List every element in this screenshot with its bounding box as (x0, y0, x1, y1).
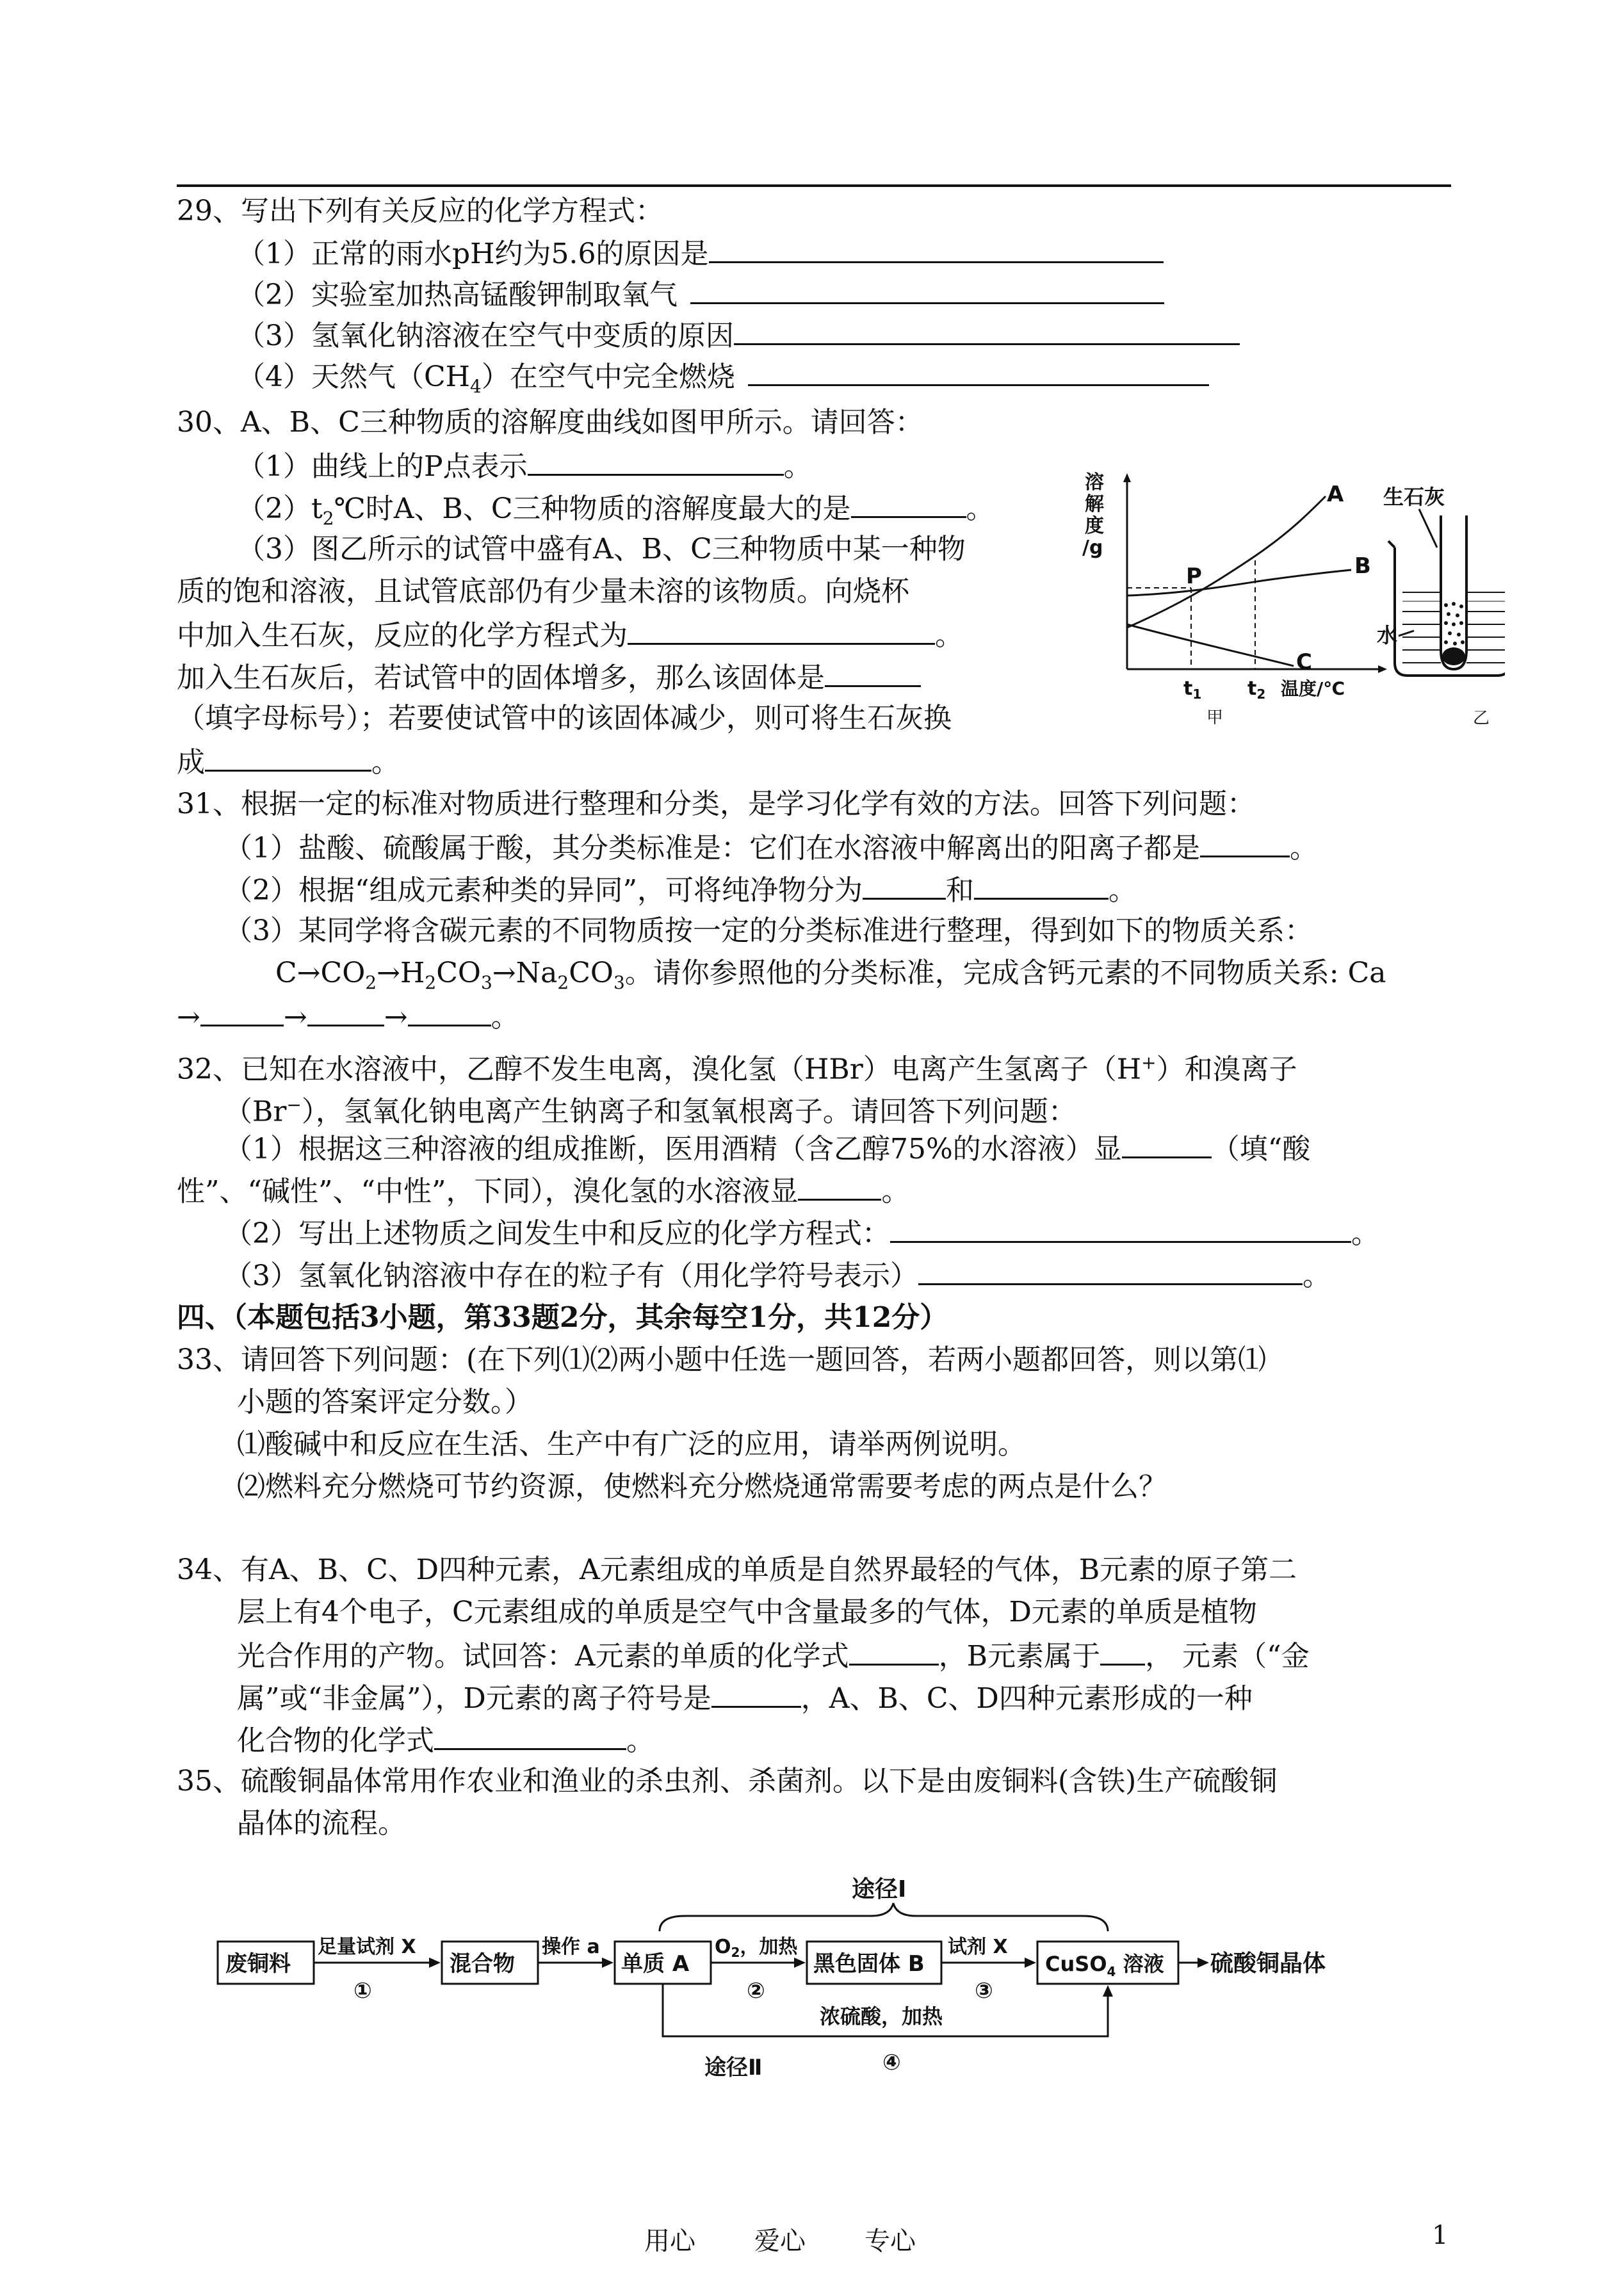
curve-label-c: C (1296, 649, 1312, 675)
q34-line-2: 层上有4个电子，C元素组成的单质是空气中含量最多的气体，D元素的单质是植物 (237, 1596, 1257, 1628)
curve-c (1127, 624, 1294, 666)
ylabel-char: 度 (1085, 515, 1104, 537)
answer-blank[interactable] (798, 1171, 881, 1201)
q33-line-1: 33、请回答下列问题：(在下列⑴⑵两小题中任选一题回答，若两小题都回答，则以第⑴ (177, 1343, 1267, 1376)
route-1-label: 途径Ⅰ (852, 1876, 907, 1902)
arrow-1-label: 足量试剂 X (318, 1936, 416, 1958)
q31-line-2: （2）根据“组成元素种类的异同”，可将纯净物分为 和 。 (224, 870, 1137, 910)
answer-blank[interactable] (434, 1720, 626, 1750)
tick-t1: $t_1$ (1183, 677, 1202, 702)
answer-blank[interactable] (709, 233, 1164, 263)
arrow-head (429, 1958, 441, 1968)
q31-line-3: （3）某同学将含碳元素的不同物质按一定的分类标准进行整理，得到如下的物质关系： (224, 914, 1313, 947)
q32-line-2: （Br−），氢氧化钠电离产生钠离子和氢氧根离子。请回答下列问题： (224, 1094, 1076, 1128)
q33-option-2: ⑵燃料充分燃烧可节约资源，使燃料充分燃烧通常需要考虑的两点是什么？ (237, 1470, 1167, 1503)
q35-line-2: 晶体的流程。 (237, 1807, 406, 1840)
beaker-figure (1377, 477, 1505, 727)
arrow-4-label: 试剂 X (948, 1936, 1008, 1958)
answer-blank[interactable] (849, 1635, 939, 1666)
route-1-brace (660, 1903, 1108, 1931)
process-flow-diagram (211, 1870, 1428, 2100)
beaker-lip (1388, 541, 1395, 547)
q30-line-8: 成 。 (177, 742, 400, 782)
tick-t2: $t_2$ (1247, 677, 1266, 702)
answer-blank[interactable] (200, 996, 284, 1026)
answer-blank[interactable] (307, 996, 384, 1026)
answer-blank[interactable] (408, 996, 491, 1026)
q30-line-5: 中加入生石灰，反应的化学方程式为 。 (177, 615, 963, 655)
q32-line-1: 32、已知在水溶液中，乙醇不发生电离，溴化氢（HBr）电离产生氢离子（H+）和溴离子 (177, 1052, 1297, 1086)
q29-item-4: （4）天然气$(CH_4)$在空气中完全燃烧 (237, 356, 1209, 406)
arrow-head (1025, 1958, 1036, 1968)
x-axis-label: 温度/℃ (1281, 678, 1345, 699)
solubility-curve-figure (1082, 471, 1390, 727)
q35-line-1: 35、硫酸铜晶体常用作农业和渔业的杀虫剂、杀菌剂。以下是由废铜料(含铁)生产硫酸铜 (177, 1765, 1278, 1797)
label-pointer (1399, 631, 1414, 636)
point-label-p: P (1186, 564, 1202, 589)
q30-title: 30、A、B、C三种物质的溶解度曲线如图甲所示。请回答： (177, 406, 923, 439)
box-waste-copper-label: 废铜料 (225, 1951, 291, 1977)
step-3-number: ③ (975, 1978, 993, 2004)
q29-item-3: （3）氢氧化钠溶液在空气中变质的原因 (237, 315, 1240, 355)
q34-line-1: 34、有A、B、C、D四种元素，A元素组成的单质是自然界最轻的气体，B元素的原子第二 (177, 1553, 1297, 1586)
answer-blank[interactable] (1200, 827, 1290, 857)
arrow-head (1103, 1985, 1113, 1997)
arrow-2-label: 操作 a (542, 1936, 600, 1958)
box-black-solid-b-label: 黑色固体 B (813, 1951, 925, 1977)
footer-motto-1: 用心 (644, 2226, 695, 2256)
q32-line-5: （2）写出上述物质之间发生中和反应的化学方程式： 。 (224, 1213, 1379, 1253)
arrow-head (794, 1958, 806, 1968)
q30-line-2: $(2)t_2℃$时A、B、C三种物质的溶解度最大的是 。 (237, 488, 995, 538)
q34-line-3: 光合作用的产物。试回答：A元素的单质的化学式 ，B元素属于 ， 元素（“金 (237, 1635, 1310, 1676)
q34-line-4: 属”或“非金属”），D元素的离子符号是 ，A、B、C、D四种元素形成的一种 (237, 1678, 1253, 1718)
q29-item-1: （1）正常的雨水pH约为5.6的原因是 (237, 233, 1164, 273)
label-quicklime: 生石灰 (1383, 485, 1445, 509)
answer-blank[interactable] (1100, 1635, 1145, 1666)
q31-title: 31、根据一定的标准对物质进行整理和分类，是学习化学有效的方法。回答下列问题： (177, 788, 1255, 820)
page-number: 1 (1432, 2221, 1449, 2250)
answer-blank[interactable] (863, 870, 946, 900)
answer-blank[interactable] (628, 615, 935, 645)
answer-blank[interactable] (974, 870, 1108, 900)
footer-motto-2: 爱心 (754, 2226, 806, 2256)
product-label: 硫酸铜晶体 (1210, 1950, 1326, 1977)
answer-blank[interactable] (734, 315, 1240, 345)
section-heading: 四、（本题包括3小题，第33题2分，其余每空1分，共12分） (177, 1301, 948, 1334)
step-4-number: ④ (882, 2050, 901, 2075)
ylabel-char: 溶 (1085, 471, 1104, 494)
q30-line-3: （3）图乙所示的试管中盛有A、B、C三种物质中某一种物 (237, 533, 966, 565)
answer-blank[interactable] (851, 488, 966, 518)
ylabel-char: 解 (1085, 493, 1104, 515)
q33-option-1: ⑴酸碱中和反应在生活、生产中有广泛的应用，请举两例说明。 (237, 1428, 1026, 1461)
test-tube (1441, 515, 1466, 669)
q32-line-6: （3）氢氧化钠溶液中存在的粒子有（用化学符号表示） 。 (224, 1255, 1331, 1295)
answer-blank[interactable] (711, 1678, 801, 1708)
footer-motto-3: 专心 (865, 2226, 916, 2256)
q30-line-6: 加入生石灰后，若试管中的固体增多，那么该固体是 (177, 657, 921, 697)
answer-blank[interactable] (205, 742, 371, 772)
q32-line-3: （1）根据这三种溶液的组成推断，医用酒精（含乙醇75%的水溶液）显 （填“酸 (224, 1128, 1310, 1169)
curve-label-b: B (1354, 553, 1371, 579)
q34-line-5: 化合物的化学式 。 (237, 1720, 654, 1760)
q33-line-2: 小题的答案评定分数。） (237, 1386, 533, 1418)
ylabel-char: /g (1082, 537, 1103, 559)
curve-a (1127, 496, 1326, 628)
q30-line-7: （填字母标号）；若要使试管中的该固体减少，则可将生石灰换 (177, 702, 952, 734)
header-rule (177, 184, 1451, 187)
figure-caption-jia: 甲 (1206, 708, 1224, 727)
q30-line-4: 质的饱和溶液，且试管底部仍有少量未溶的该物质。向烧杯 (177, 575, 909, 608)
arrow-head (1198, 1958, 1209, 1968)
curve-b (1127, 570, 1351, 596)
answer-blank[interactable] (825, 657, 921, 687)
label-pointer (1419, 509, 1437, 547)
answer-blank[interactable] (528, 446, 784, 476)
q32-line-4: 性”、“碱性”、“中性”，下同），溴化氢的水溶液显 。 (177, 1171, 909, 1211)
figure-caption-yi: 乙 (1473, 709, 1490, 727)
arrow-head (602, 1958, 613, 1968)
step-2-number: ② (747, 1978, 765, 2004)
q31-line-5: → → → 。 (177, 996, 519, 1037)
arrow-5-label: 浓硫酸，加热 (820, 2004, 943, 2029)
answer-blank[interactable] (918, 1255, 1303, 1285)
answer-blank[interactable] (1122, 1128, 1212, 1158)
undissolved-solid (1442, 647, 1465, 665)
curve-label-a: A (1327, 482, 1344, 507)
answer-blank[interactable] (890, 1213, 1351, 1243)
box-element-a-label: 单质 A (621, 1951, 690, 1977)
q29-item-2: （2）实验室加热高锰酸钾制取氧气 (237, 274, 1164, 314)
arrow-3-label: $O_2$，加热 (715, 1936, 798, 1960)
label-water: 水 (1377, 623, 1398, 647)
box-mixture-label: 混合物 (450, 1951, 515, 1977)
step-1-number: ① (353, 1978, 372, 2004)
q29-title: 29、写出下列有关反应的化学方程式： (177, 195, 663, 227)
route-2-label: 途径Ⅱ (704, 2055, 763, 2080)
q31-line-1: （1）盐酸、硫酸属于酸，其分类标准是：它们在水溶液中解离出的阳离子都是 。 (224, 827, 1318, 868)
q31-chain: $C\to CO_2\to H_2CO_3\to Na_2CO_3$。请你参照他的分类标准，完成含钙元素的不同物质关系: Ca (275, 957, 1386, 993)
answer-blank[interactable] (748, 356, 1209, 386)
answer-blank[interactable] (690, 274, 1164, 304)
y-axis-arrow (1123, 473, 1131, 482)
box-cuso4-label: CuSO$_4$ 溶液 (1045, 1952, 1164, 1979)
q30-line-1: （1）曲线上的P点表示 。 (237, 446, 812, 486)
